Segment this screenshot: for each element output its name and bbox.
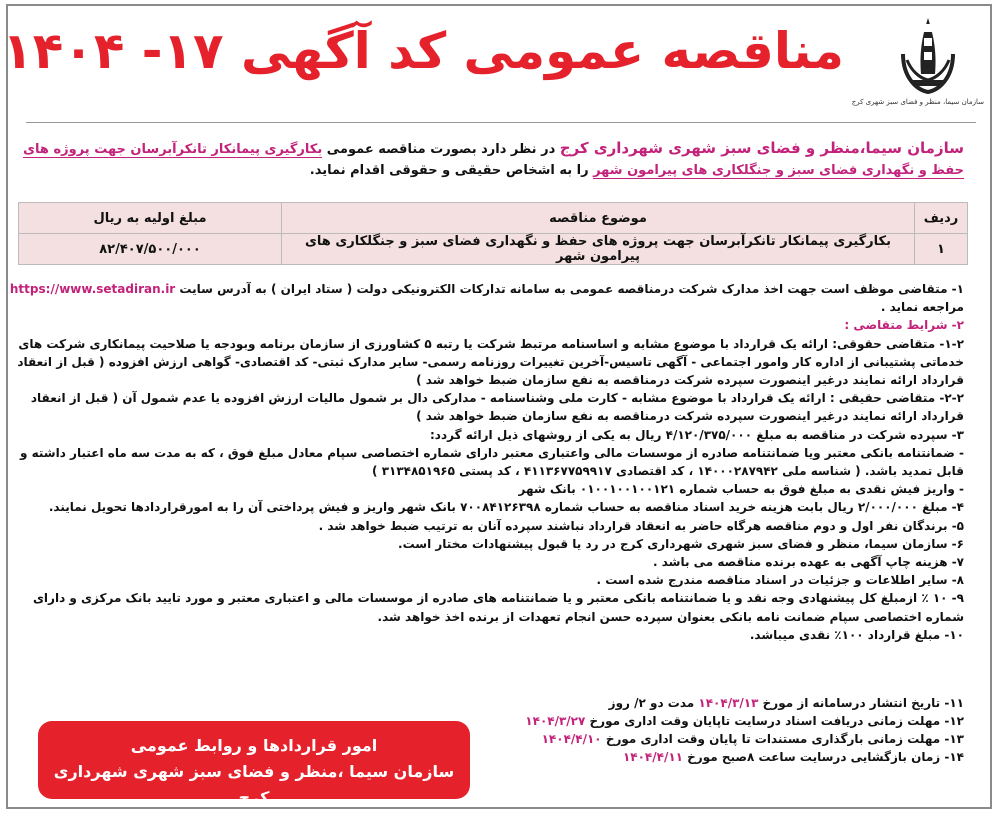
- deadline-item-11: [444, 694, 964, 712]
- column-header-amount: مبلغ اولیه به ریال: [19, 203, 282, 234]
- condition-item-10: ۱۰- مبلغ قرارداد ۱۰۰٪ نقدی میباشد.: [749, 627, 964, 642]
- intro-text-b: را به اشخاص حقیقی و حقوقی اقدام نماید.: [309, 163, 594, 178]
- condition-item-8: ۸- سایر اطلاعات و جزئیات در اسناد مناقصه مندرج شده است .: [596, 573, 964, 588]
- condition-item-2-2: ۲-۲- متقاضی حقیقی : ارائه یک قرارداد با موضوع مشابه - کارت ملی وشناسنامه - مدارکی دال بر شمول مالیات ارزش افزوده یا عدم شمول آن ( قبل از انعقاد قرارداد ارائه نمایند درغیر اینصورت سپرده شرکت درمناقصه به نفع سازمان ضبط خواهد شد ): [30, 391, 964, 424]
- cell-row-number: ۱: [915, 234, 968, 265]
- deadline-item-13: [444, 730, 964, 748]
- setad-website-link[interactable]: https://www.setadiran.ir: [9, 282, 176, 296]
- condition-item-1-text: ۱- متقاضی موظف است جهت اخذ مدارک شرکت درمناقصه عمومی به سامانه تدارکات الکترونیکی دولت ( ستاد ایران ) به آدرس سایت: [179, 282, 964, 296]
- header: [2, 6, 994, 134]
- column-header-subject: موضوع مناقصه: [282, 203, 915, 234]
- table-header-row: [19, 203, 968, 234]
- tender-subject-highlight: بکارگیری پیمانکار تانکرآبرسان جهت پروژه های حفظ و نگهداری فضای سبز و جنگلکاری های پیرامون شهر: [23, 142, 964, 178]
- condition-heading-applicant: ۲- شرایط متقاضی :: [844, 318, 964, 333]
- intro-paragraph: [9, 138, 964, 181]
- condition-item-5: ۵- برندگان نفر اول و دوم مناقصه هرگاه حاضر به انعقاد قرارداد نباشند سپرده آنان به ترتیب ضبط خواهد شد .: [318, 518, 964, 533]
- condition-item-3: ۳- سپرده شرکت در مناقصه به مبلغ ۴/۱۲۰/۳۷۵/۰۰۰ ریال به یکی از روشهای ذیل ارائه گردد:: [429, 427, 964, 442]
- tender-table: [18, 202, 968, 265]
- condition-item-4: ۴- مبلغ ۲/۰۰۰/۰۰۰ ریال بابت هزینه خرید اسناد مناقصه به حساب شماره ۷۰۰۸۴۱۲۶۳۹۸ بانک شهر واریز و فیش پرداختی آن را به امورقراردادها تحویل نمایند.: [48, 500, 964, 515]
- deadlines-list: [444, 694, 964, 766]
- deadline-item-14: [444, 748, 964, 766]
- deadline-item-11-date: ۱۴۰۴/۳/۱۳: [698, 696, 759, 710]
- deadline-item-14-date: ۱۴۰۴/۴/۱۱: [622, 750, 683, 764]
- logo-caption: سازمان سیما، منظر و فضای سبز شهری کرج: [851, 98, 984, 106]
- deadline-item-12: [444, 712, 964, 730]
- intro-text-a: در نظر دارد بصورت مناقصه عمومی: [322, 142, 560, 157]
- condition-item-7: ۷- هزینه چاپ آگهی به عهده برنده مناقصه می باشد .: [653, 555, 964, 570]
- publisher-organization: سازمان سیما ،منظر و فضای سبز شهری شهرداری کرج: [53, 762, 455, 807]
- organization-name: سازمان سیما،منظر و فضای سبز شهری شهرداری کرج: [559, 139, 964, 157]
- cell-subject: بکارگیری پیمانکار تانکرآبرسان جهت پروژه های حفظ و نگهداری فضای سبز و جنگلکاری های پیرامون شهر: [282, 234, 915, 265]
- advertisement-frame: [2, 4, 992, 809]
- deadline-item-13-label: ۱۳- مهلت زمانی بارگذاری مستندات تا پایان وقت اداری مورخ: [601, 732, 964, 746]
- cell-amount: ۸۲/۴۰۷/۵۰۰/۰۰۰: [19, 234, 282, 265]
- municipality-logo-icon: [893, 14, 963, 98]
- publisher-department: امور قراردادها و روابط عمومی: [130, 736, 378, 755]
- deadline-item-13-date: ۱۴۰۴/۴/۱۰: [541, 732, 602, 746]
- page-title: مناقصه عمومی کد آگهی ۱۷- ۱۴۰۴: [2, 22, 844, 80]
- logo: [851, 14, 984, 118]
- publisher-box: [38, 721, 470, 807]
- deadline-item-11-label: ۱۱- تاریخ انتشار درسامانه از مورخ: [758, 696, 964, 710]
- condition-item-3-a: - ضمانتنامه بانکی معتبر ویا ضمانتنامه صادره از موسسات مالی واعتباری معتبر دارای شماره اختصاصی سپام معادل مبلغ فوق ، که به مدت سه ماه اعتبار داشته و قابل تمدید باشد. ( شناسه ملی ۱۴۰۰۰۲۸۷۹۴۲ ، کد اقتصادی ۴۱۱۳۶۷۷۵۹۹۱۷ ، کد پستی ۳۱۳۴۸۵۱۹۶۵ ): [19, 445, 964, 479]
- title-divider: [26, 122, 976, 123]
- deadline-item-12-label: ۱۲- مهلت زمانی دریافت اسناد درسایت تاپایان وقت اداری مورخ: [585, 714, 964, 728]
- condition-item-1-text-end: مراجعه نماید .: [880, 300, 964, 315]
- deadline-item-14-label: ۱۴- زمان بازگشایی درسایت ساعت ۸صبح مورخ: [682, 750, 964, 764]
- condition-item-6: ۶- سازمان سیما، منظر و فضای سبز شهری شهرداری کرج در رد یا قبول پیشنهادات مختار است.: [398, 536, 964, 551]
- condition-item-3-b: - واریز فیش نقدی به مبلغ فوق به حساب شماره ۰۱۰۰۱۰۰۱۰۰۱۲۱ بانک شهر: [518, 482, 964, 497]
- condition-item-1: [9, 280, 964, 316]
- condition-item-2-1: ۱-۲- متقاضی حقوقی: ارائه یک قرارداد با موضوع مشابه و اساسنامه مرتبط شرکت یا رتبه ۵ کشاورزی از سازمان برنامه وبودجه یا صلاحیت پیمانکاری شرکت های خدماتی پشتیبانی از اداره کار وامور اجتماعی - آگهی تاسیس-آخرین تغییرات روزنامه رسمی- سایر مدارک ثبتی- کد اقتصادی- گواهی ارزش افزوده ( قبل از انعقاد قرارداد ارائه نمایند درغیر اینصورت سپرده شرکت درمناقصه به نفع سازمان ضبط خواهد شد ): [17, 336, 964, 388]
- deadline-item-12-date: ۱۴۰۴/۳/۲۷: [525, 714, 586, 728]
- conditions-list: [9, 280, 964, 644]
- table-row: [19, 234, 968, 265]
- column-header-row-number: ردیف: [915, 203, 968, 234]
- deadline-item-11-duration: مدت دو ۲/ روز: [608, 696, 699, 710]
- condition-item-9: ۹- ۱۰ ٪ ازمبلغ کل پیشنهادی وجه نقد و یا ضمانتنامه بانکی معتبر و یا ضمانتنامه های صادره از موسسات مالی و اعتباری معتبر و مورد تایید بانک مرکزی و دارای شماره اختصاصی سپام ضمانت نامه بانکی بعنوان سپرده حسن انجام تعهدات از برنده اخذ خواهد شد.: [32, 591, 964, 624]
